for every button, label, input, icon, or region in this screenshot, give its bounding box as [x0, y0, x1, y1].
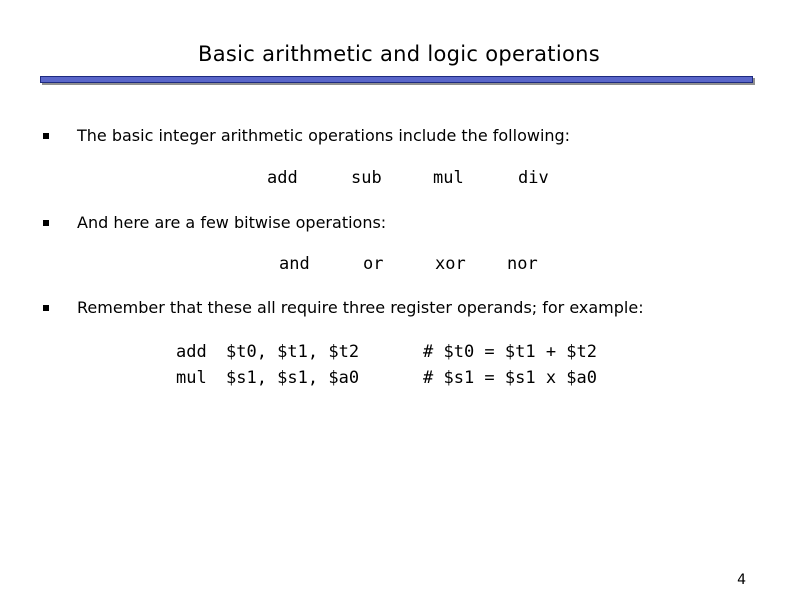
bullet-text: And here are a few bitwise operations:: [77, 213, 387, 232]
bullet-square-icon: [43, 305, 49, 311]
op-div: div: [518, 168, 549, 188]
code-comment: # $s1 = $s1 x $a0: [423, 368, 597, 388]
op-mul: mul: [433, 168, 464, 188]
op-or: or: [363, 254, 384, 274]
code-instruction: mul: [176, 368, 207, 388]
op-and: and: [279, 254, 310, 274]
op-add: add: [267, 168, 298, 188]
bullet-text: The basic integer arithmetic operations include the following:: [77, 126, 571, 145]
page-number: 4: [737, 572, 746, 588]
op-xor: xor: [435, 254, 466, 274]
code-operands: $s1, $s1, $a0: [226, 368, 360, 388]
bullet-square-icon: [43, 133, 49, 139]
code-comment: # $t0 = $t1 + $t2: [423, 342, 597, 362]
title-underline-bar: [40, 76, 753, 83]
slide-title: Basic arithmetic and logic operations: [198, 42, 600, 66]
code-instruction: add: [176, 342, 207, 362]
op-sub: sub: [351, 168, 382, 188]
op-nor: nor: [507, 254, 538, 274]
bullet-text: Remember that these all require three register operands; for example:: [77, 298, 644, 317]
code-operands: $t0, $t1, $t2: [226, 342, 360, 362]
bullet-square-icon: [43, 220, 49, 226]
